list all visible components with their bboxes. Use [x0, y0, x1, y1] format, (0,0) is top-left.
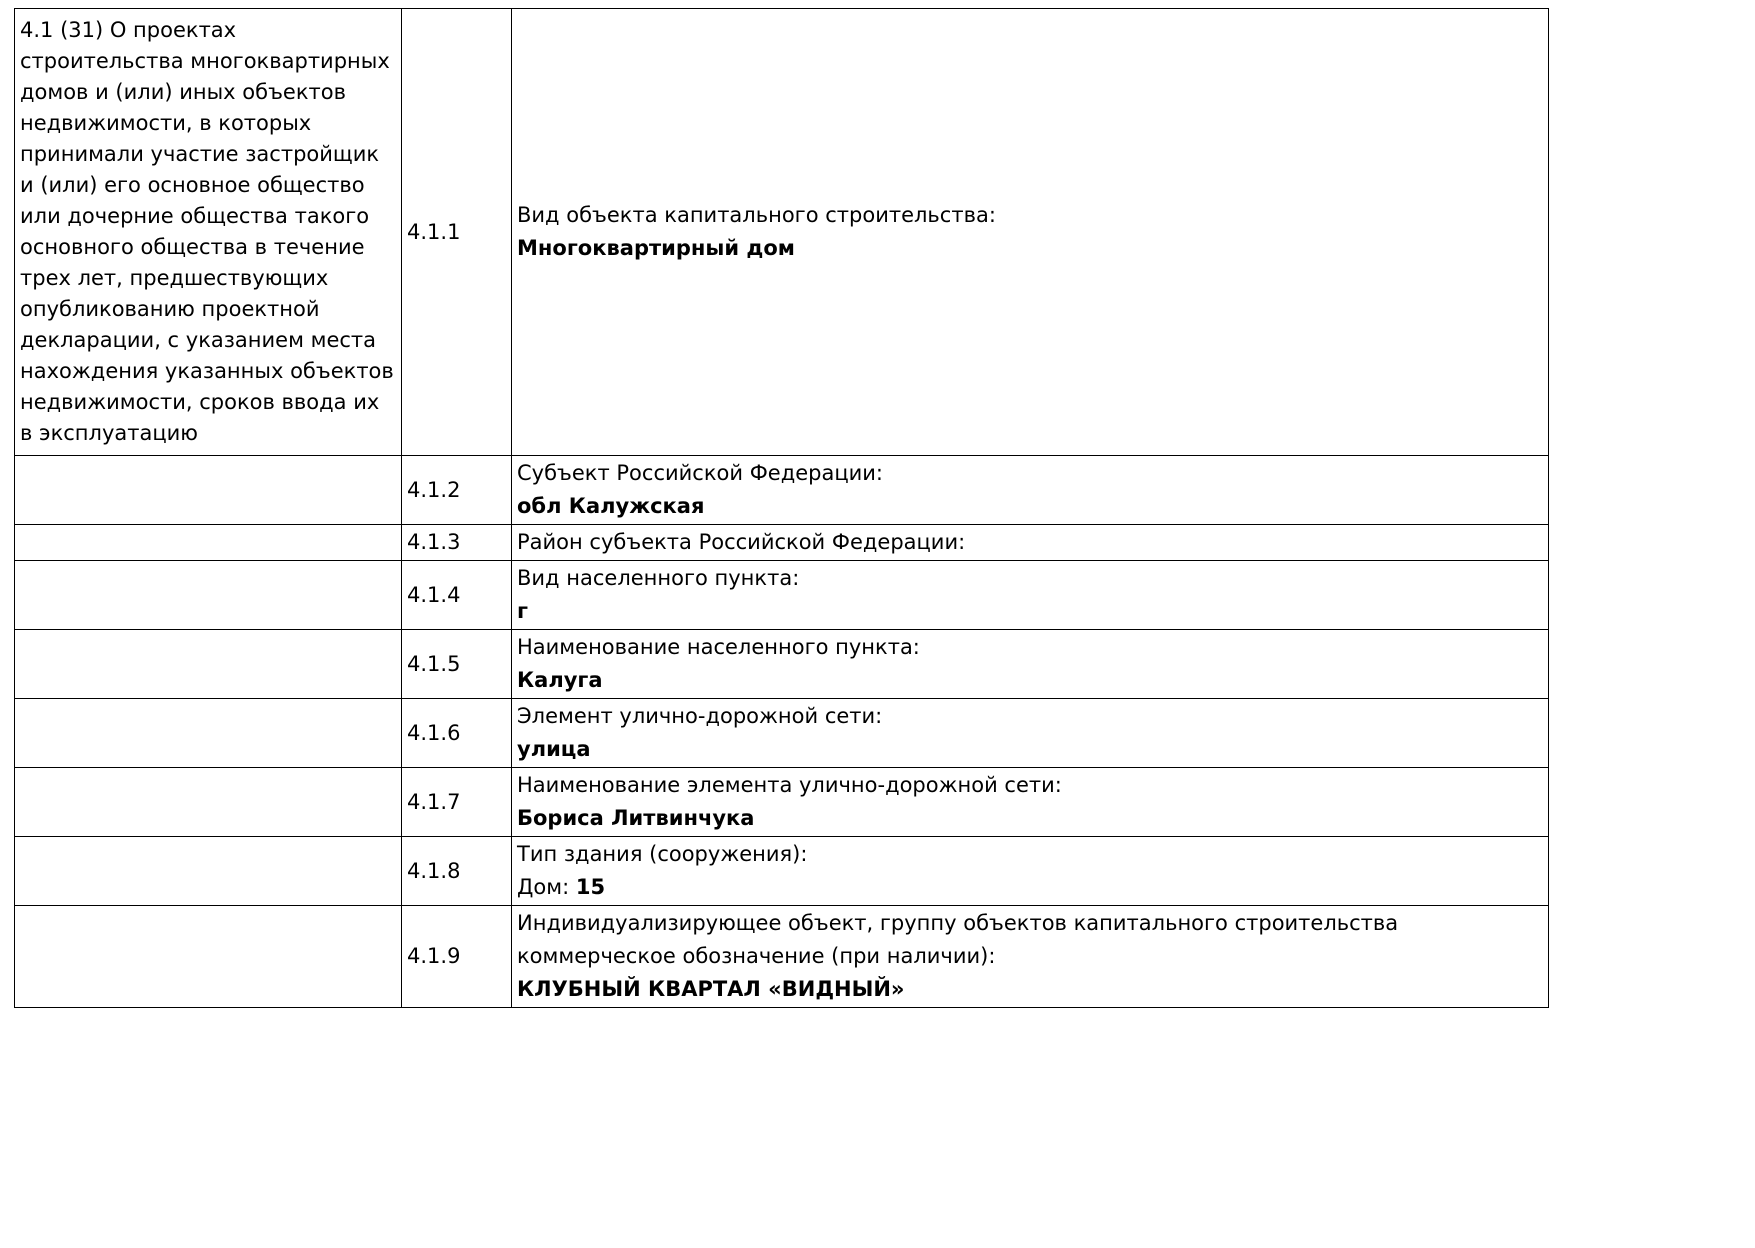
- item-content-cell: [512, 837, 1549, 906]
- item-number: 4.1.1: [407, 219, 461, 244]
- table-row: [15, 906, 1549, 1008]
- item-number-cell: [402, 699, 512, 768]
- item-number: 4.1.4: [407, 582, 461, 607]
- item-number: 4.1.5: [407, 651, 461, 676]
- section-description-cell: [15, 9, 402, 456]
- item-content-cell: [512, 699, 1549, 768]
- empty-cell: [15, 768, 402, 837]
- field-label: Элемент улично-дорожной сети:: [517, 704, 883, 728]
- table-row: [15, 456, 1549, 525]
- project-declaration-table: [14, 8, 1549, 1008]
- field-value: [517, 871, 1543, 904]
- item-number: 4.1.3: [407, 530, 461, 554]
- field-value: Многоквартирный дом: [517, 236, 795, 260]
- item-number-cell: [402, 561, 512, 630]
- table-row: [15, 768, 1549, 837]
- item-number: 4.1.6: [407, 720, 461, 745]
- item-content-cell: [512, 9, 1549, 456]
- item-number: 4.1.8: [407, 858, 461, 883]
- empty-cell: [15, 630, 402, 699]
- field-value: обл Калужская: [517, 494, 705, 518]
- field-value-prefix: Дом:: [517, 875, 576, 899]
- item-number-cell: [402, 768, 512, 837]
- field-label: Наименование элемента улично-дорожной сети:: [517, 773, 1062, 797]
- item-number-cell: [402, 630, 512, 699]
- field-value: г: [517, 599, 528, 623]
- field-label: Вид населенного пункта:: [517, 566, 800, 590]
- item-content-cell: [512, 561, 1549, 630]
- field-label: Наименование населенного пункта:: [517, 635, 920, 659]
- empty-cell: [15, 699, 402, 768]
- item-number-cell: [402, 456, 512, 525]
- item-number-cell: [402, 525, 512, 561]
- field-label: Тип здания (сооружения):: [517, 842, 808, 866]
- empty-cell: [15, 525, 402, 561]
- table-row: [15, 561, 1549, 630]
- item-number-cell: [402, 9, 512, 456]
- field-value: КЛУБНЫЙ КВАРТАЛ «ВИДНЫЙ»: [517, 977, 905, 1001]
- item-number: 4.1.2: [407, 477, 461, 502]
- field-value: Бориса Литвинчука: [517, 806, 755, 830]
- item-number-cell: [402, 906, 512, 1008]
- item-content-cell: [512, 525, 1549, 561]
- empty-cell: [15, 456, 402, 525]
- table-row: [15, 525, 1549, 561]
- field-value: Калуга: [517, 668, 603, 692]
- table-row: [15, 837, 1549, 906]
- field-label: Субъект Российской Федерации:: [517, 461, 883, 485]
- table-row: [15, 699, 1549, 768]
- field-label: Вид объекта капитального строительства:: [517, 203, 996, 227]
- item-content-cell: [512, 456, 1549, 525]
- item-number: 4.1.7: [407, 789, 461, 814]
- field-label: Район субъекта Российской Федерации:: [517, 530, 966, 554]
- empty-cell: [15, 906, 402, 1008]
- field-value-number: 15: [575, 875, 606, 899]
- item-number-cell: [402, 837, 512, 906]
- item-number: 4.1.9: [407, 944, 461, 968]
- item-content-cell: [512, 630, 1549, 699]
- item-content-cell: [512, 768, 1549, 837]
- empty-cell: [15, 837, 402, 906]
- section-description: 4.1 (31) О проектах строительства многоквартирных домов и (или) иных объектов недвижимости, в которых принимали участие застройщик и (или) его основное общество или дочерние общества такого основного общества в течение трех лет, предшествующих опубликованию проектной декларации, с указанием места нахождения указанных объектов недвижимости, сроков ввода их в эксплуатацию: [20, 18, 394, 445]
- field-value: улица: [517, 737, 591, 761]
- field-label: Индивидуализирующее объект, группу объектов капитального строительства коммерческое обозначение (при наличии):: [517, 911, 1399, 968]
- item-content-cell: [512, 906, 1549, 1008]
- empty-cell: [15, 561, 402, 630]
- table-row: [15, 630, 1549, 699]
- table-row: [15, 9, 1549, 456]
